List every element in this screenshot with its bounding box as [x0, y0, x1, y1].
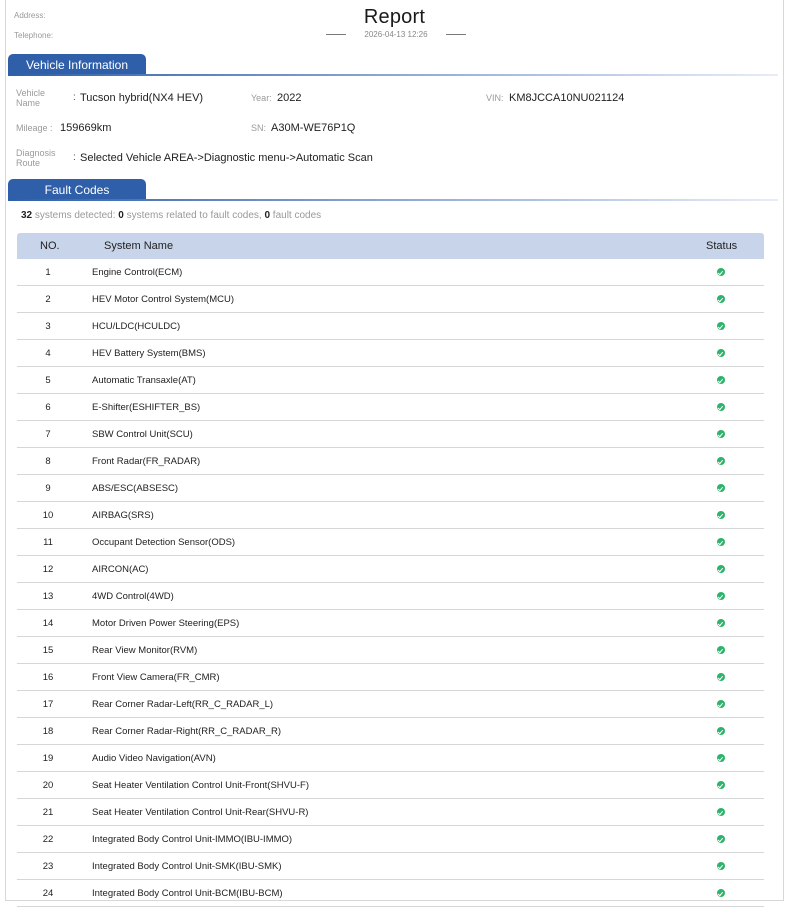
row-number: 19	[42, 753, 54, 764]
system-name: Integrated Body Control Unit-BCM(IBU-BCM)	[92, 888, 283, 899]
vehicle-name-value: Tucson hybrid(NX4 HEV)	[80, 92, 204, 104]
report-datetime: 2026-04-13 12:26	[364, 30, 428, 39]
systems-count: 32	[21, 210, 33, 221]
row-number: 2	[45, 294, 51, 305]
vehicle-info-title: Vehicle Information	[8, 54, 146, 75]
address-label: Address:	[14, 11, 46, 20]
system-name: Rear Corner Radar-Left(RR_C_RADAR_L)	[92, 699, 274, 710]
check-circle-icon	[717, 862, 725, 870]
table-row	[17, 556, 764, 583]
column-header-system-name: System Name	[104, 240, 174, 252]
row-number: 14	[42, 618, 54, 629]
check-circle-icon	[717, 673, 725, 681]
system-name: Engine Control(ECM)	[92, 267, 183, 278]
check-circle-icon	[717, 889, 725, 897]
check-circle-icon	[717, 619, 725, 627]
sn-label: SN:	[251, 123, 267, 133]
system-name: AIRCON(AC)	[92, 564, 149, 575]
mileage-value: 159669km	[60, 122, 112, 134]
check-circle-icon	[717, 727, 725, 735]
row-number: 6	[45, 402, 51, 413]
page-title: Report	[363, 6, 426, 28]
system-name: 4WD Control(4WD)	[92, 591, 174, 602]
system-name: E-Shifter(ESHIFTER_BS)	[92, 402, 201, 413]
row-number: 12	[42, 564, 54, 575]
colon: :	[73, 92, 76, 103]
row-number: 5	[45, 375, 51, 386]
row-number: 21	[42, 807, 54, 818]
check-circle-icon	[717, 808, 725, 816]
table-row	[17, 799, 764, 826]
row-number: 4	[45, 348, 51, 359]
section-divider	[8, 199, 778, 201]
check-circle-icon	[717, 592, 725, 600]
row-number: 24	[42, 888, 54, 899]
table-row	[17, 610, 764, 637]
check-circle-icon	[717, 484, 725, 492]
check-circle-icon	[717, 754, 725, 762]
check-circle-icon	[717, 457, 725, 465]
system-name: Front Radar(FR_RADAR)	[92, 456, 201, 467]
colon: :	[73, 152, 76, 163]
table-row	[17, 880, 764, 907]
check-circle-icon	[717, 349, 725, 357]
row-number: 22	[42, 834, 54, 845]
diagnosis-route-label: Diagnosis Route	[16, 148, 56, 168]
system-name: Rear Corner Radar-Right(RR_C_RADAR_R)	[92, 726, 281, 737]
report-date-line	[326, 30, 466, 40]
system-name: ABS/ESC(ABSESC)	[92, 483, 179, 494]
system-name: Automatic Transaxle(AT)	[92, 375, 196, 386]
column-header-no: NO.	[40, 240, 60, 252]
row-number: 23	[42, 861, 54, 872]
system-name: Seat Heater Ventilation Control Unit-Rear(SHVU-R)	[92, 807, 309, 818]
table-row	[17, 718, 764, 745]
check-circle-icon	[717, 538, 725, 546]
diagnosis-route-value: Selected Vehicle AREA->Diagnostic menu->Automatic Scan	[80, 152, 373, 164]
system-name: AIRBAG(SRS)	[92, 510, 154, 521]
table-row	[17, 286, 764, 313]
row-number: 10	[42, 510, 54, 521]
row-number: 13	[42, 591, 54, 602]
row-number: 7	[45, 429, 51, 440]
table-row	[17, 583, 764, 610]
system-name: Seat Heater Ventilation Control Unit-Front(SHVU-F)	[92, 780, 309, 791]
table-row	[17, 691, 764, 718]
table-row	[17, 745, 764, 772]
vehicle-name-label: Vehicle Name	[16, 88, 46, 108]
fault-codes-title: Fault Codes	[8, 179, 146, 200]
table-row	[17, 502, 764, 529]
check-circle-icon	[717, 403, 725, 411]
table-row	[17, 826, 764, 853]
system-name: HCU/LDC(HCULDC)	[92, 321, 181, 332]
table-row	[17, 394, 764, 421]
table-row	[17, 313, 764, 340]
check-circle-icon	[717, 700, 725, 708]
system-name: Audio Video Navigation(AVN)	[92, 753, 216, 764]
check-circle-icon	[717, 430, 725, 438]
system-name: Front View Camera(FR_CMR)	[92, 672, 220, 683]
system-name: Integrated Body Control Unit-IMMO(IBU-IMMO)	[92, 834, 293, 845]
year-value: 2022	[277, 92, 302, 104]
system-name: HEV Battery System(BMS)	[92, 348, 206, 359]
check-circle-icon	[717, 565, 725, 573]
sn-value: A30M-WE76P1Q	[271, 122, 356, 134]
row-number: 3	[45, 321, 51, 332]
report-header	[6, 6, 783, 29]
check-circle-icon	[717, 781, 725, 789]
table-row	[17, 637, 764, 664]
table-row	[17, 853, 764, 880]
table-row	[17, 475, 764, 502]
row-number: 16	[42, 672, 54, 683]
divider	[446, 34, 466, 35]
system-name: Integrated Body Control Unit-SMK(IBU-SMK)	[92, 861, 282, 872]
fault-code-count: 0	[264, 210, 271, 221]
system-name: Occupant Detection Sensor(ODS)	[92, 537, 236, 548]
table-row	[17, 772, 764, 799]
report-page	[5, 0, 784, 901]
system-name: HEV Motor Control System(MCU)	[92, 294, 234, 305]
system-name: Motor Driven Power Steering(EPS)	[92, 618, 240, 629]
check-circle-icon	[717, 268, 725, 276]
row-number: 1	[45, 267, 51, 278]
row-number: 11	[43, 537, 53, 548]
mileage-label: Mileage :	[16, 123, 53, 133]
check-circle-icon	[717, 511, 725, 519]
system-name: Rear View Monitor(RVM)	[92, 645, 198, 656]
table-row	[17, 340, 764, 367]
table-row	[17, 664, 764, 691]
related-count: 0	[118, 210, 124, 221]
check-circle-icon	[717, 646, 725, 654]
row-number: 20	[42, 780, 54, 791]
row-number: 9	[45, 483, 51, 494]
fault-summary: 32 systems detected: 0 systems related to fault codes, 0 fault codes	[21, 210, 322, 221]
check-circle-icon	[717, 376, 725, 384]
vehicle-info-section-header	[6, 54, 778, 75]
telephone-label: Telephone:	[14, 31, 54, 40]
section-divider	[8, 74, 778, 76]
system-name: SBW Control Unit(SCU)	[92, 429, 193, 440]
table-row	[17, 448, 764, 475]
column-header-status: Status	[706, 240, 738, 252]
row-number: 8	[45, 456, 51, 467]
table-row	[17, 259, 764, 286]
table-row	[17, 421, 764, 448]
year-label: Year:	[251, 93, 272, 103]
fault-codes-section-header	[6, 179, 778, 200]
row-number: 18	[42, 726, 54, 737]
row-number: 17	[42, 699, 54, 710]
check-circle-icon	[717, 835, 725, 843]
vin-value: KM8JCCA10NU021124	[509, 92, 625, 104]
table-row	[17, 529, 764, 556]
table-header	[17, 233, 764, 259]
check-circle-icon	[717, 295, 725, 303]
vin-label: VIN:	[486, 93, 504, 103]
check-circle-icon	[717, 322, 725, 330]
fault-codes-table	[17, 233, 764, 907]
table-body	[17, 259, 764, 907]
table-row	[17, 367, 764, 394]
row-number: 15	[42, 645, 54, 656]
